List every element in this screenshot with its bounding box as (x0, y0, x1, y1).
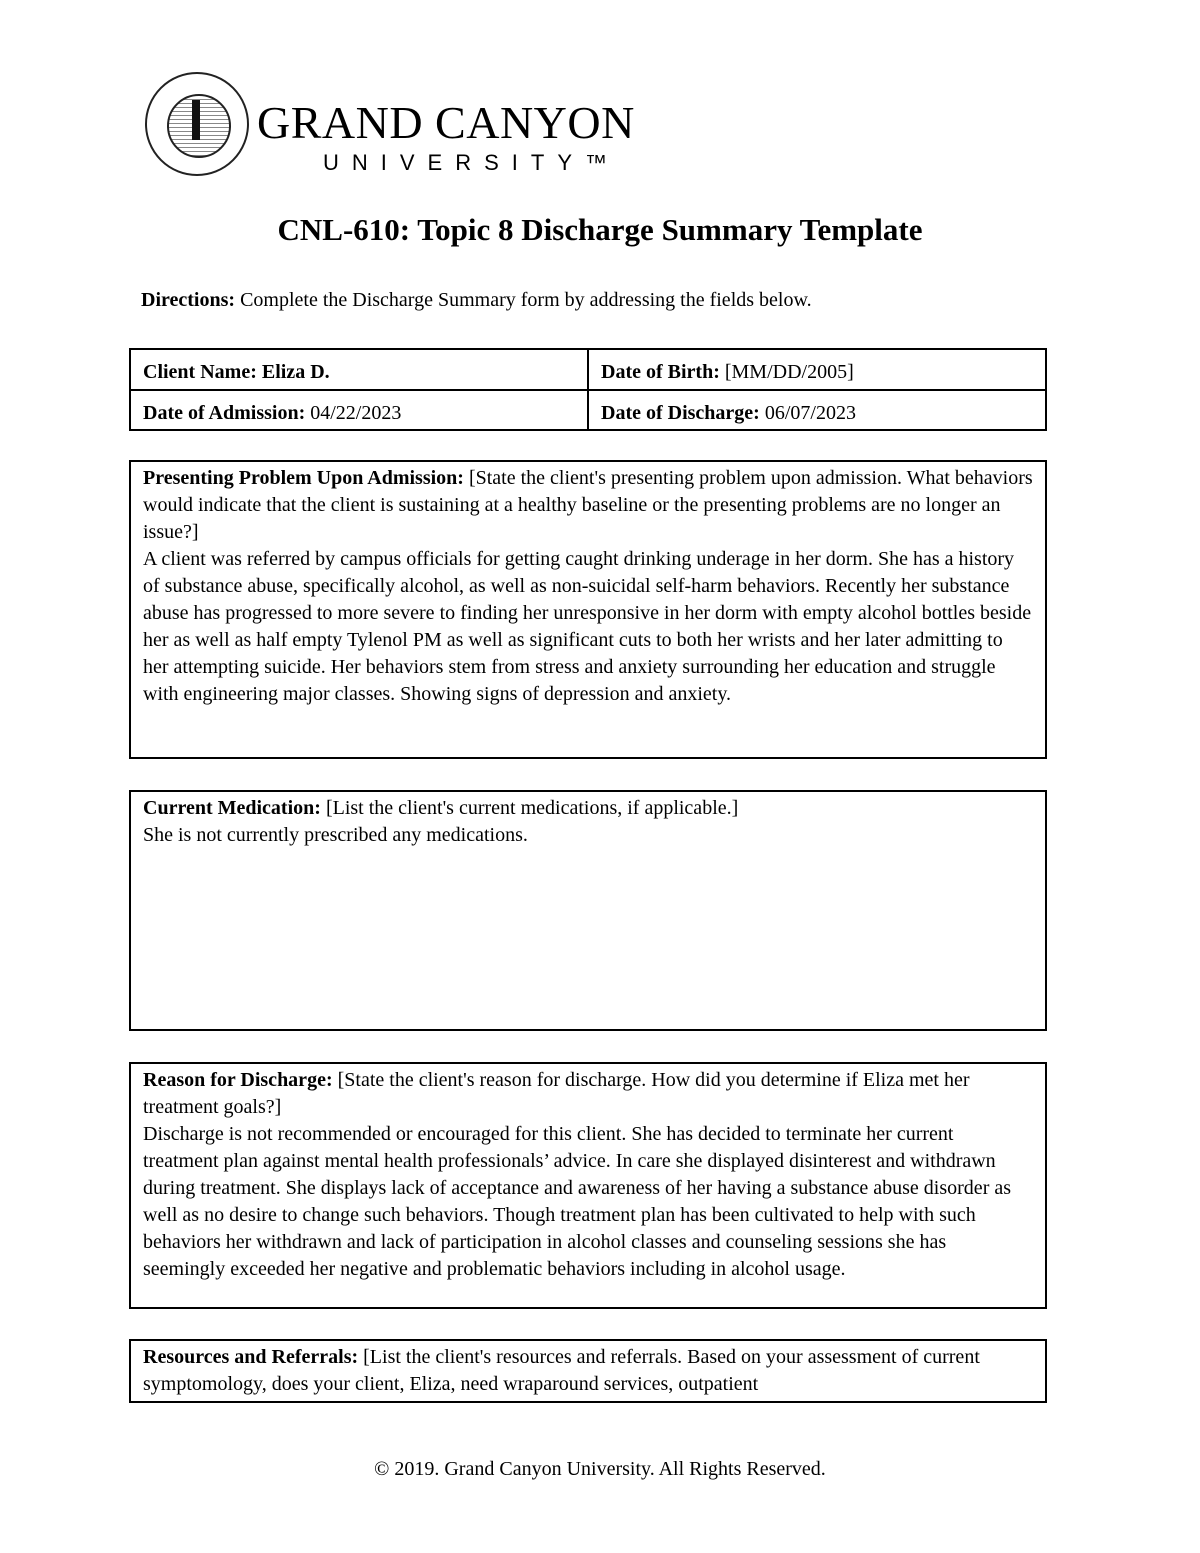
presenting-prompt: [State the client's presenting problem upon admission. What behaviors would indicate that the client is sustaining at a healthy baseline or the presenting problems are no longer an issue?] (143, 467, 1033, 543)
medication-label: Current Medication: (143, 797, 321, 819)
discharge-date-label: Date of Discharge: (601, 402, 760, 424)
client-name-cell[interactable] (131, 350, 587, 389)
resources-prompt: [List the client's resources and referrals. Based on your assessment of current symptomology, does your client, Eliza, need wraparound services, outpatient (143, 1346, 980, 1395)
reason-for-discharge-section[interactable] (129, 1062, 1047, 1309)
discharge-prompt: [State the client's reason for discharge. How did you determine if Eliza met her treatment goals?] (143, 1069, 970, 1118)
admission-value: 04/22/2023 (305, 402, 402, 424)
discharge-answer: Discharge is not recommended or encouraged for this client. She has decided to terminate her current treatment plan against mental health professionals’ advice. In care she displayed disinterest and withdrawn during treatment. She displays lack of acceptance and awareness of her having a substance abuse disorder as well as no desire to change such behaviors. Though treatment plan has been cultivated to help with such behaviors her withdrawn and lack of participation in alcohol classes and counseling sessions she has seemingly exceeded her negative and problematic behaviors including in alcohol usage. (143, 1123, 1012, 1280)
current-medication-section[interactable] (129, 790, 1047, 1031)
logo-subtitle: UNIVERSITY™ (323, 150, 621, 175)
client-info-table (129, 348, 1047, 431)
logo-name: GRAND CANYON (257, 97, 635, 148)
directions-label: Directions: (141, 289, 236, 311)
discharge-label: Reason for Discharge: (143, 1069, 333, 1091)
dob-cell[interactable] (587, 350, 1045, 389)
form-sections (129, 460, 1047, 1403)
directions (141, 288, 812, 312)
resources-label: Resources and Referrals: (143, 1346, 359, 1368)
discharge-date-value: 06/07/2023 (759, 402, 856, 424)
admission-label: Date of Admission: (143, 402, 306, 424)
dob-label: Date of Birth: (601, 361, 720, 383)
presenting-problem-section[interactable] (129, 460, 1047, 759)
client-name: Client Name: Eliza D. (143, 361, 330, 383)
medication-answer: She is not currently prescribed any medications. (143, 824, 528, 846)
university-seal-icon (145, 72, 249, 176)
directions-text: Complete the Discharge Summary form by addressing the fields below. (235, 289, 812, 311)
copyright-footer: © 2019. Grand Canyon University. All Rights Reserved. (374, 1458, 826, 1480)
discharge-date-cell[interactable] (587, 391, 1045, 429)
page-title: CNL-610: Topic 8 Discharge Summary Template (277, 212, 923, 247)
resources-referrals-section[interactable] (129, 1339, 1047, 1403)
admission-cell[interactable] (131, 391, 587, 429)
dob-value: [MM/DD/2005] (719, 361, 854, 383)
university-logo (145, 72, 635, 192)
presenting-answer: A client was referred by campus officials for getting caught drinking underage in her dorm. She has a history of substance abuse, specifically alcohol, as well as non-suicidal self-harm behaviors. Recently her substance abuse has progressed to more severe to finding her unresponsive in her dorm with empty alcohol bottles beside her as well as half empty Tylenol PM as well as significant cuts to both her wrists and her later admitting to her attempting suicide. Her behaviors stem from stress and anxiety surrounding her education and struggle with engineering major classes. Showing signs of depression and anxiety. (143, 548, 1032, 705)
medication-prompt: [List the client's current medications, if applicable.] (320, 797, 739, 819)
presenting-label: Presenting Problem Upon Admission: (143, 467, 464, 489)
